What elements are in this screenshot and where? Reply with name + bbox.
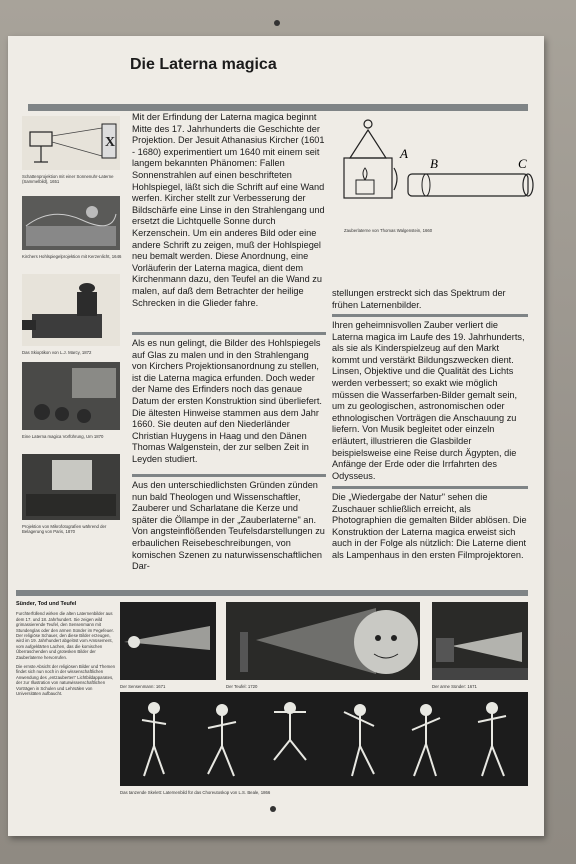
pin [274,20,280,26]
exhibit-panel [8,36,544,836]
separator [332,486,528,489]
text-column-right-2 [332,320,528,482]
image-sensenmann [120,602,216,680]
illustration-vorfuehrung [22,362,120,430]
separator [132,332,326,335]
title-rule [28,104,528,111]
caption-skeletons: Das tanzende Skelett: Laternenbild für das Choreutoskop von L.S. Beale, 1866 [120,790,271,795]
separator [132,474,326,477]
diagram-label-a: A [400,146,408,161]
panel-title: Die Laterna magica [130,56,277,73]
caption-teufel: Der Teufel: 1720 [226,684,258,689]
bottom-rule [16,590,528,596]
diagram-label-c: C [518,156,527,171]
sidebar-heading: Sünder, Tod und Teufel [16,601,77,607]
paragraph-invention: Als es nun gelingt, die Bilder des Hohlspiegels auf Glas zu malen und in den Strahlengang von Kirchers Projektionsanordnung zu stellen, ist die Laterna magica erfunden. Doch weder der Name des Erfinders noch das genaue Datum der ersten Konstruktion sind überliefert. Die ältesten Hinweise stammen aus dem Jahr 1660. Sie deuten auf den Niederländer Christian Huygens in Haag und den Dänen Thomas Walgenstein, der zur selben Zeit in Leyden studiert. [132,338,322,464]
caption-armer-suender: Der arme Sünder: 1671 [432,684,477,689]
illustration-kircher [22,196,120,250]
text-column-left [132,112,326,309]
paragraph-spectrum: stellungen erstreckt sich das Spektrum der frühen Laternenbilder. [332,288,506,310]
caption-3: Das Skioptikon von L.J. Marcy, 1872 [22,350,92,355]
caption-1: Schattenprojektion mit einer Sonnenuhr-Laterne (Sammelbild), 1651 [22,174,114,184]
image-armer-suender [432,602,528,680]
caption-4: Eine Laterna magica Vorführung, Um 1870 [22,434,104,439]
pin [270,806,276,812]
paragraph-spread: Aus den unterschiedlichsten Gründen zünden nun bald Theologen und Wissenschaftler, Zauberer und Scharlatane die Kerze und später die Öllampe in der „Zauberlaterne" an. Von angsteinflößenden Teufelsdarstellungen zu erbaulichen Reisebeschreibungen, von komischen Szenen zu naturwissenschaftlichen Dar- [132,480,325,572]
text-column-right [332,288,528,311]
illustration-sun-projection [22,116,120,170]
caption-2: Kirchers Hohlspiegelprojektion mit Kerzenlicht, 1646 [22,254,122,259]
sidebar-paragraph-2: Die ernste Absicht der religiösen Bilder und Themen findet sich nun noch in der wissenschaftlichen Anwendung des „entzauberten" Lichtbildapparates, der zur Illustration von naturwissenschaftlichen Vorträgen in Schulen und Lehrsälen von Universitäten aufbaucht. [16,664,116,697]
paragraph-history: Mit der Erfindung der Laterna magica beginnt Mitte des 17. Jahrhunderts die Geschichte der Projektion. Der Jesuit Athanasius Kircher (1601 - 1680) experimentiert um 1640 mit einem seit langem bekannten Phänomen: Fallen Sonnenstrahlen auf einen beschrifteten Hohlspiegel, läßt sich die Schrift auf eine Wand werfen. Kircher stellt zur Verbesserung der Bildschärfe eine Linse in den Strahlengang und ersetzt die Lichtquelle Sonne durch Kerzenschein. Um ein anderes Bild oder eine andere Schrift zu zeigen, muß der Hohlspiegel neu bemalt werden. Diese Anordnung, eine Vorläuferin der Laterna magica, dient dem Kirchenmann dazu, den Teufel an die Wand zu malen, auf daß dem Betrachter der heilige Schrecken in die Glieder fahre. [132,112,325,308]
text-column-left-2 [132,338,326,466]
paragraph-19th-century: Ihren geheimnisvollen Zauber verliert die Laterna magica im Laufe des 19. Jahrhunderts, als sie als Kinderspielzeug auf den Markt kommt und verstärkt Bildungszwecken dient. Linsen, Objektive und die Qualität des Lichts werden verbessert; so exakt wie möglich müssen die Wasserfarben-Bilder gemalt sein, um zu geologischen, astronomischen oder ethnologischen Vorträgen die Anschauung zu liefern. Von Musik begleitet oder einzeln erläutert, illustrieren die Glasbilder beispielsweise eine Reise durch Ägypten, die Anfänge der Erde oder die Irrfahrten des Odysseus. [332,320,525,481]
image-dancing-skeletons [120,692,528,786]
diagram-walgenstein-lantern [338,118,538,228]
separator [332,314,528,317]
diagram-label-b: B [430,156,438,171]
illustration-paris [22,454,120,520]
caption-5: Projektion von Mikrofotografien während der Belagerung von Paris, 1870 [22,524,107,534]
paragraph-photography: Die „Wiedergabe der Natur" sehen die Zuschauer schließlich erreicht, als Photographien die gemalten Bilder ablösen. Die Konstruktion der Laterna magica erweist sich auch in der Folge als nützlich: Die Laterne dient als Lampenhaus in den ersten Filmprojektoren. [332,492,527,560]
diagram-caption: Zauberlaterne von Thomas Walgenstein, 1660 [344,228,433,233]
sidebar-text [16,602,116,701]
caption-sensenmann: Der Sensenmann: 1671 [120,684,166,689]
image-teufel [226,602,420,680]
svg-text:X: X [105,135,116,150]
text-column-right-3 [332,492,528,562]
text-column-left-3 [132,480,326,573]
sidebar-paragraph-1: Furchterfüllend wirken die alten Laternenbilder aus dem 17. und 18. Jahrhundert. Sie zeigen wild grimassierende Teufel, den Sensenmann mit Stundenglas oder den armen Sünder im Fegefeuer. Der religiöse Schauer, den diese Bilder erzeugen, wird im 19. Jahrhundert abgelöst vom Amüsement, vom aufgeklärten Lachen, das die komischen Überraschenden und grotesken Bilder der Zauberlaterne hervorrufen. [16,611,114,660]
illustration-skioptikon [22,274,120,346]
